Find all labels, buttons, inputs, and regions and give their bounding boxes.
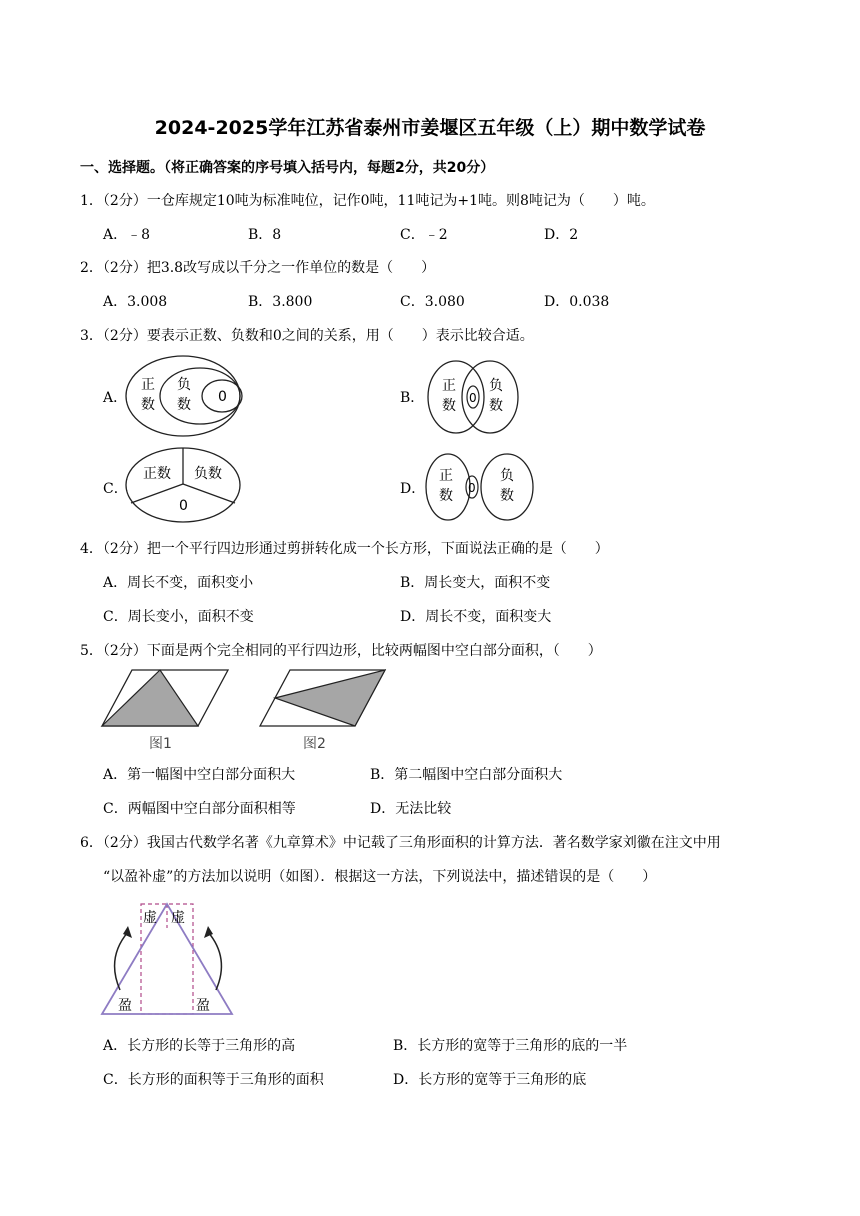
q1-option-c: C．﹣2	[400, 227, 448, 243]
q6-option-b: B．长方形的宽等于三角形的底的一半	[393, 1038, 628, 1054]
q2-option-c: C．3.080	[400, 294, 465, 310]
q3-option-b: B．	[400, 390, 425, 406]
label-neg2: 数	[489, 398, 503, 414]
q1-option-d: D．2	[544, 227, 579, 243]
q2-option-d: D．0.038	[544, 294, 610, 310]
q6-option-a: A．长方形的长等于三角形的高	[103, 1038, 296, 1054]
q3-figure-c	[124, 446, 244, 524]
question-6-continued: “以盈补虚”的方法加以说明（如图）．根据这一方法，下列说法中，描述错误的是（ ）	[103, 869, 657, 885]
label-neg: 负数	[194, 466, 222, 482]
q1-option-b: B．8	[248, 227, 282, 243]
label-zero: 0	[218, 389, 227, 405]
q6-option-d: D．长方形的宽等于三角形的底	[393, 1072, 587, 1088]
label-neg1: 负	[489, 378, 503, 394]
q3-figure-b	[424, 358, 524, 436]
page-title: 2024-2025学年江苏省泰州市姜堰区五年级（上）期中数学试卷	[154, 117, 706, 139]
figure-1-label: 图1	[149, 736, 172, 752]
question-6: 6．（2分）我国古代数学名著《九章算术》中记载了三角形面积的计算方法．著名数学家刘徽在注文中用	[80, 835, 721, 851]
label-neg2: 数	[500, 488, 514, 504]
q6-option-c: C．长方形的面积等于三角形的面积	[103, 1072, 324, 1088]
q3-option-c: C．	[103, 481, 128, 497]
label-xu-left: 虚	[143, 910, 157, 926]
q5-figures	[100, 668, 390, 754]
label-pos2: 数	[442, 398, 456, 414]
label-pos1: 正	[439, 468, 453, 484]
label-xu-right: 虚	[171, 910, 185, 926]
q5-option-d: D．无法比较	[370, 801, 452, 817]
label-neg1: 负	[177, 377, 191, 393]
question-3: 3．（2分）要表示正数、负数和0之间的关系，用（ ）表示比较合适。	[80, 328, 534, 344]
label-pos2: 数	[439, 488, 453, 504]
label-zero: 0	[469, 391, 477, 405]
section-heading: 一、选择题。（将正确答案的序号填入括号内，每题2分，共20分）	[80, 160, 495, 176]
q2-option-a: A．3.008	[103, 294, 168, 310]
q4-option-c: C．周长变小，面积不变	[103, 609, 254, 625]
label-zero: 0	[179, 498, 188, 514]
label-pos: 正数	[143, 466, 171, 482]
question-2: 2．（2分）把3.8改写成以千分之一作单位的数是（ ）	[80, 260, 436, 276]
q3-figure-a	[124, 354, 244, 438]
label-pos1: 正	[442, 378, 456, 394]
q5-option-b: B．第二幅图中空白部分面积大	[370, 767, 563, 783]
question-5: 5．（2分）下面是两个完全相同的平行四边形，比较两幅图中空白部分面积，（ ）	[80, 643, 602, 659]
label-pos1: 正	[141, 377, 155, 393]
question-1: 1．（2分）一仓库规定10吨为标准吨位，记作0吨，11吨记为+1吨。则8吨记为（ ）吨。	[80, 193, 655, 209]
question-4: 4．（2分）把一个平行四边形通过剪拼转化成一个长方形，下面说法正确的是（ ）	[80, 541, 609, 557]
q1-option-a: A．﹣8	[103, 227, 151, 243]
figure-2-label: 图2	[303, 736, 326, 752]
label-pos2: 数	[141, 397, 155, 413]
q4-option-d: D．周长不变，面积变大	[400, 609, 552, 625]
q2-option-b: B．3.800	[248, 294, 313, 310]
label-neg1: 负	[500, 468, 514, 484]
q4-option-a: A．周长不变，面积变小	[103, 575, 254, 591]
q4-option-b: B．周长变大，面积不变	[400, 575, 551, 591]
q5-option-c: C．两幅图中空白部分面积相等	[103, 801, 296, 817]
q3-figure-d	[424, 449, 536, 527]
q3-option-d: D．	[400, 481, 426, 497]
label-zero: 0	[468, 481, 476, 495]
q3-option-a: A．	[103, 390, 128, 406]
q6-figure	[98, 898, 238, 1020]
label-neg2: 数	[177, 397, 191, 413]
label-ying-right: 盈	[196, 998, 210, 1014]
q5-option-a: A．第一幅图中空白部分面积大	[103, 767, 296, 783]
label-ying-left: 盈	[118, 998, 132, 1014]
